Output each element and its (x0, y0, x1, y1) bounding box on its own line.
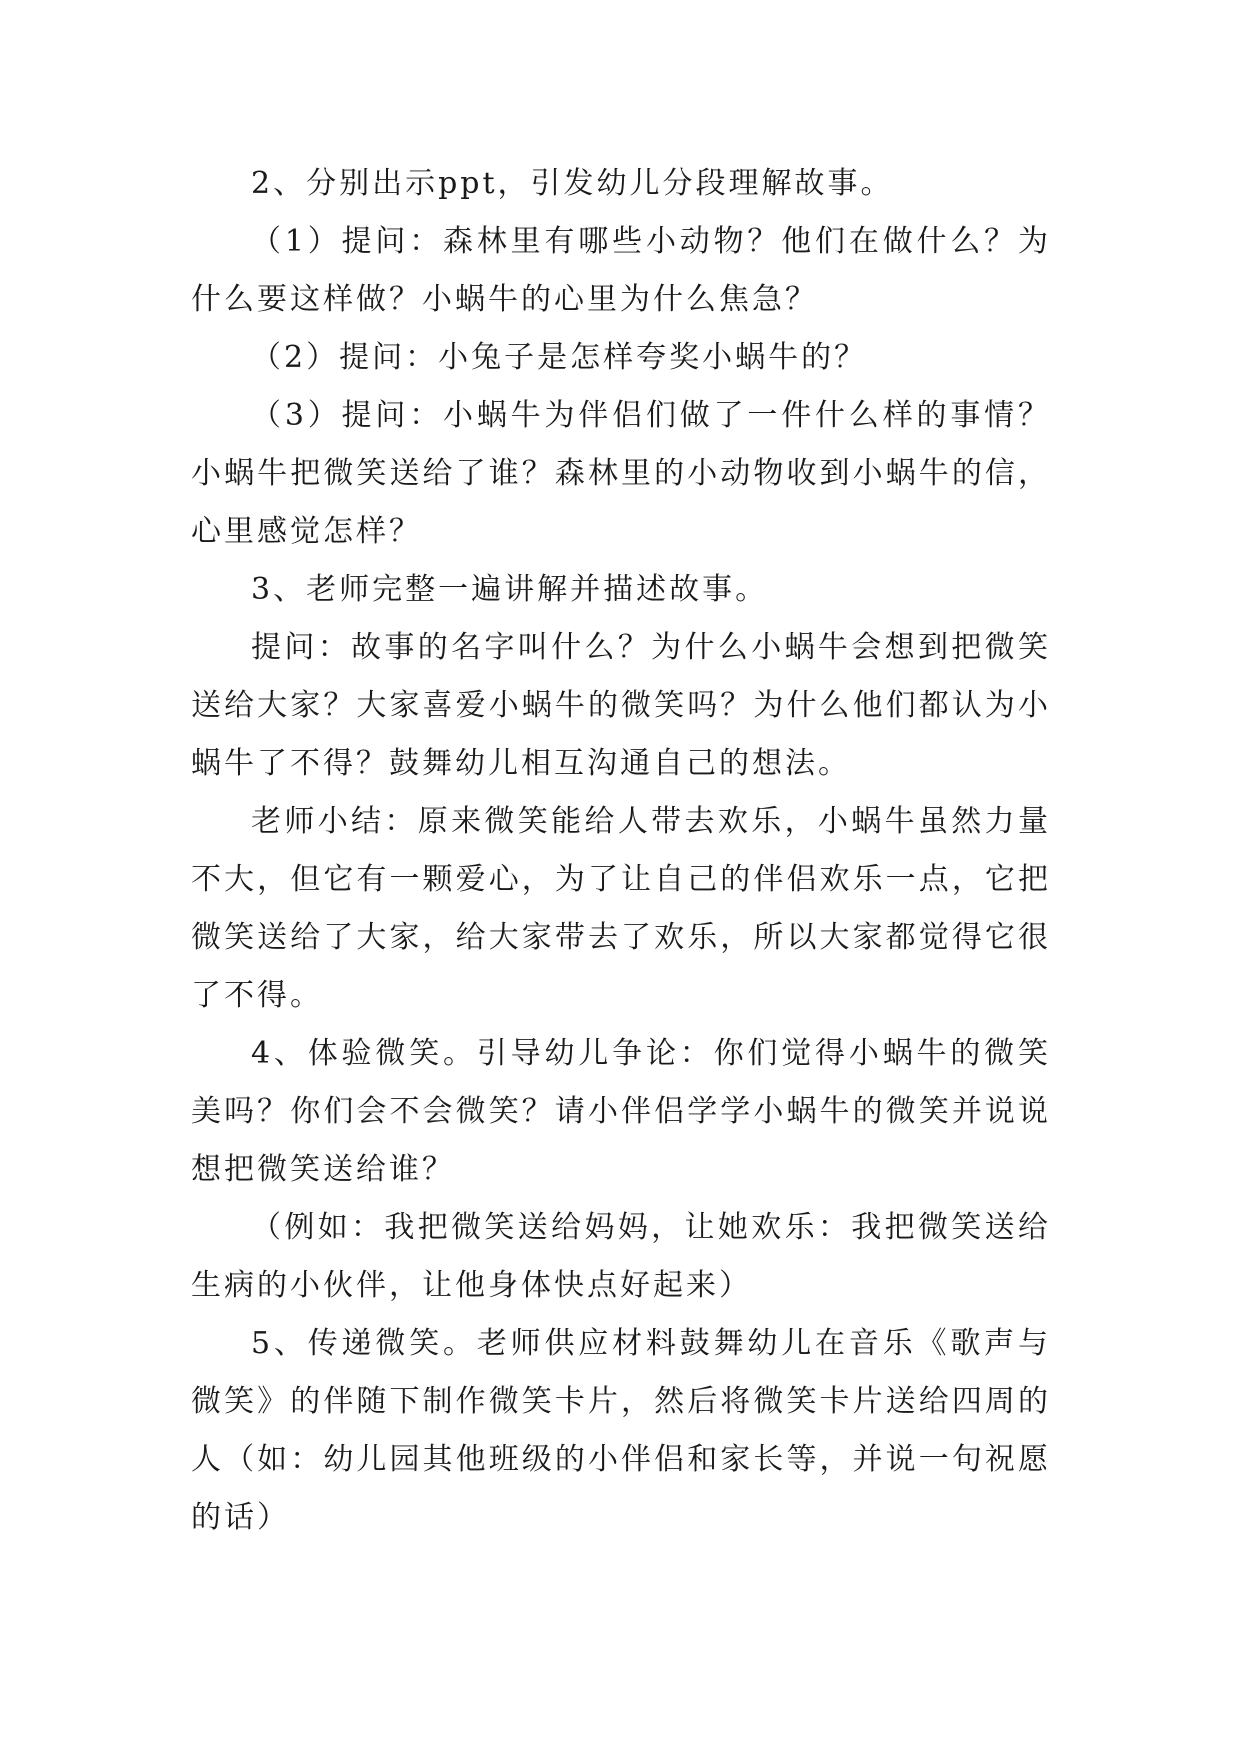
step-2-paragraph: 2、分别出示ppt，引发幼儿分段理解故事。 (251, 166, 894, 201)
story-questions-paragraph: 提问：故事的名字叫什么？为什么小蜗牛会想到把微笑送给大家？大家喜爱小蜗牛的微笑吗？为什么他们都认为小蜗牛了不得？鼓舞幼儿相互沟通自己的想法。 (191, 630, 1051, 781)
document-body (191, 155, 1051, 1547)
step-3-paragraph: 3、老师完整一遍讲解并描述故事。 (251, 572, 769, 607)
example-paragraph: （例如：我把微笑送给妈妈，让她欢乐：我把微笑送给生病的小伙伴，让他身体快点好起来） (191, 1210, 1051, 1303)
question-2-paragraph: （2）提问：小兔子是怎样夸奖小蜗牛的？ (251, 340, 868, 375)
question-3-paragraph: （3）提问：小蜗牛为伴侣们做了一件什么样的事情？小蜗牛把微笑送给了谁？森林里的小动物收到小蜗牛的信，心里感觉怎样？ (191, 398, 1051, 549)
teacher-summary-paragraph: 老师小结：原来微笑能给人带去欢乐，小蜗牛虽然力量不大，但它有一颗爱心，为了让自己的伴侣欢乐一点，它把微笑送给了大家，给大家带去了欢乐，所以大家都觉得它很了不得。 (191, 804, 1051, 1013)
step-5-paragraph: 5、传递微笑。老师供应材料鼓舞幼儿在音乐《歌声与微笑》的伴随下制作微笑卡片，然后将微笑卡片送给四周的人（如：幼儿园其他班级的小伴侣和家长等，并说一句祝愿的话） (191, 1326, 1051, 1535)
step-4-paragraph: 4、体验微笑。引导幼儿争论：你们觉得小蜗牛的微笑美吗？你们会不会微笑？请小伴侣学学小蜗牛的微笑并说说想把微笑送给谁？ (191, 1036, 1051, 1187)
question-1-paragraph: （1）提问：森林里有哪些小动物？他们在做什么？为什么要这样做？小蜗牛的心里为什么焦急？ (191, 224, 1051, 317)
